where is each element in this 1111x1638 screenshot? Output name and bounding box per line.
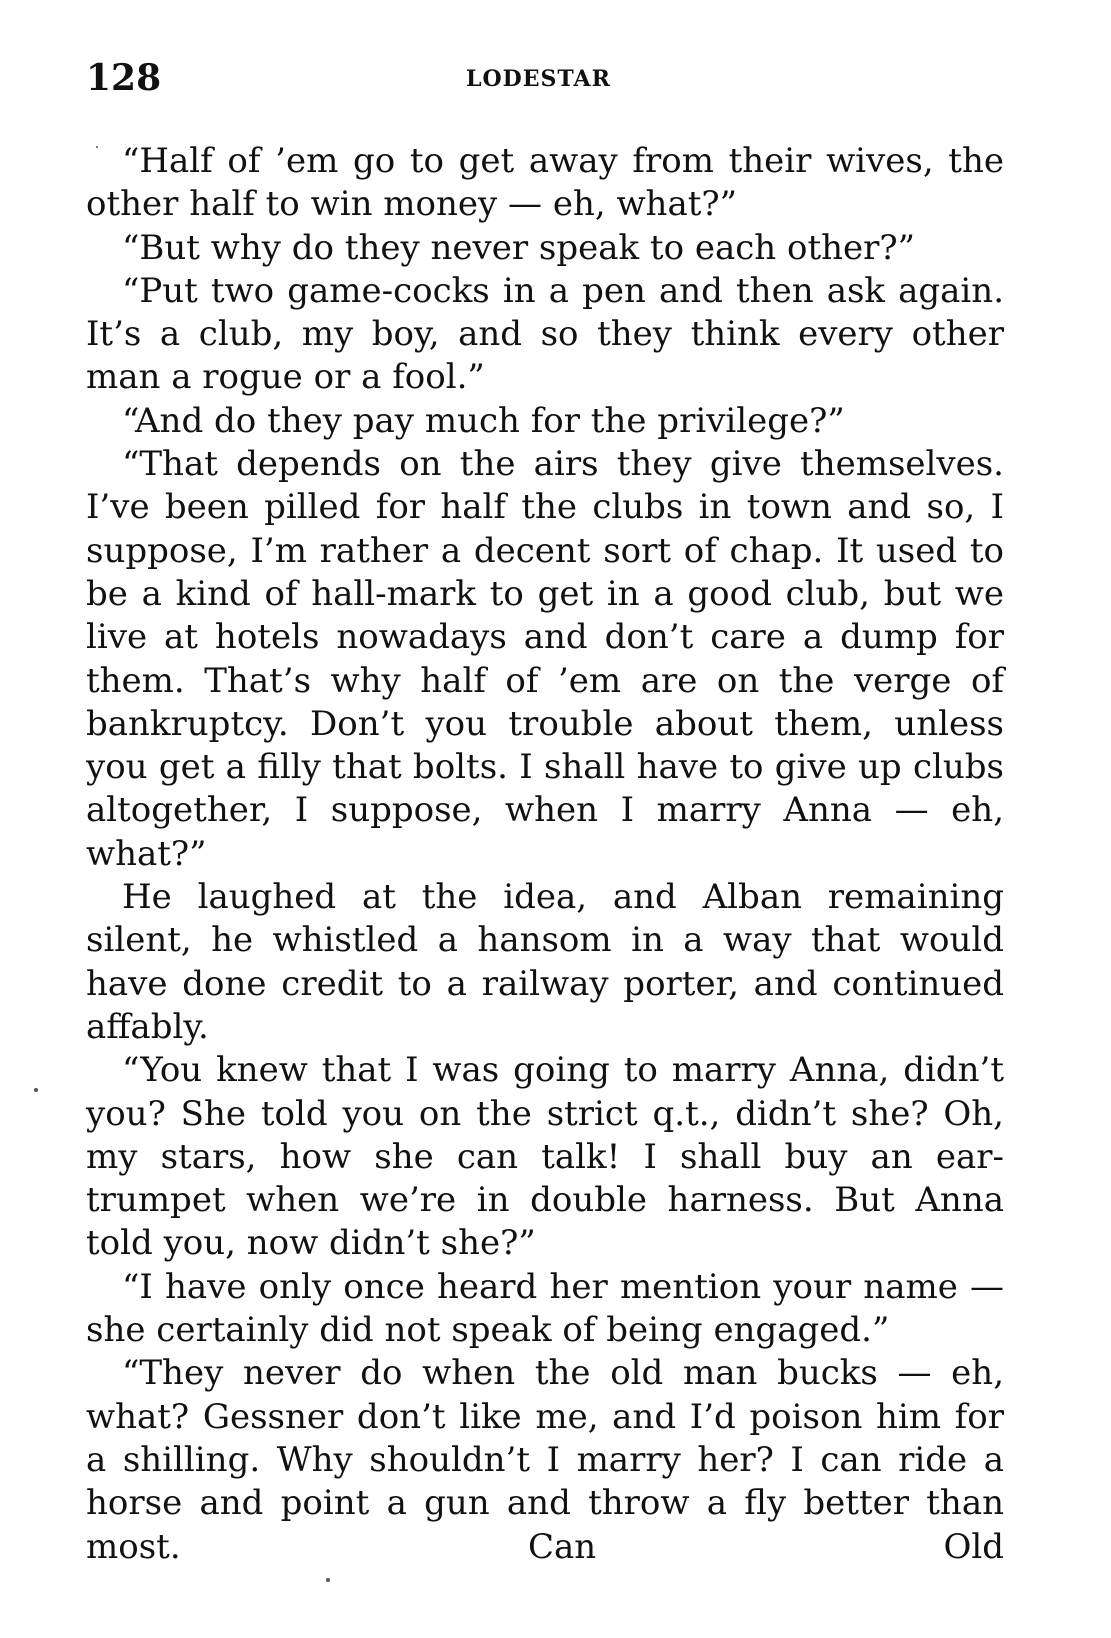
body-text	[86, 140, 1004, 1569]
paragraph: “That depends on the airs they give themselves. I’ve been pilled for half the clubs in town and so, I suppose, I’m rather a decent sort of chap. It used to be a kind of hall-mark to get in a good club, but we live at hotels nowadays and don’t care a dump for them. That’s why half of ’em are on the verge of bankruptcy. Don’t you trouble about them, unless you get a filly that bolts. I shall have to give up clubs altogether, I suppose, when I marry Anna — eh, what?”	[86, 444, 1004, 874]
print-speck	[34, 1088, 38, 1092]
paragraph: He laughed at the idea, and Alban remaining silent, he whistled a hansom in a way that would have done credit to a railway porter, and continued affably.	[86, 877, 1004, 1047]
paragraph: “I have only once heard her mention your name — she certainly did not speak of being engaged.”	[86, 1266, 1004, 1351]
paragraph: “Put two game-cocks in a pen and then ask again. It’s a club, my boy, and so they think every other man a rogue or a fool.”	[86, 270, 1004, 398]
running-head	[86, 56, 1026, 100]
page-number: 128	[86, 57, 162, 99]
book-title: LODESTAR	[466, 66, 611, 92]
print-speck	[96, 146, 98, 148]
paragraph: “You knew that I was going to marry Anna, didn’t you? She told you on the strict q.t., didn’t she? Oh, my stars, how she can talk! I shall buy an ear-trumpet when we’re in double harness. But Anna told you, now didn’t she?”	[86, 1050, 1004, 1264]
print-speck	[326, 1578, 330, 1582]
paragraph: “They never do when the old man bucks — eh, what? Gessner don’t like me, and I’d poison him for a shilling. Why shouldn’t I marry her? I can ride a horse and point a gun and throw a fly better than most. Can Old	[86, 1353, 1004, 1567]
paragraph: “But why do they never speak to each other?”	[122, 227, 916, 268]
paragraph: “Half of ’em go to get away from their wives, the other half to win money — eh, what?”	[86, 141, 1004, 225]
paragraph: “And do they pay much for the privilege?”	[122, 400, 845, 441]
